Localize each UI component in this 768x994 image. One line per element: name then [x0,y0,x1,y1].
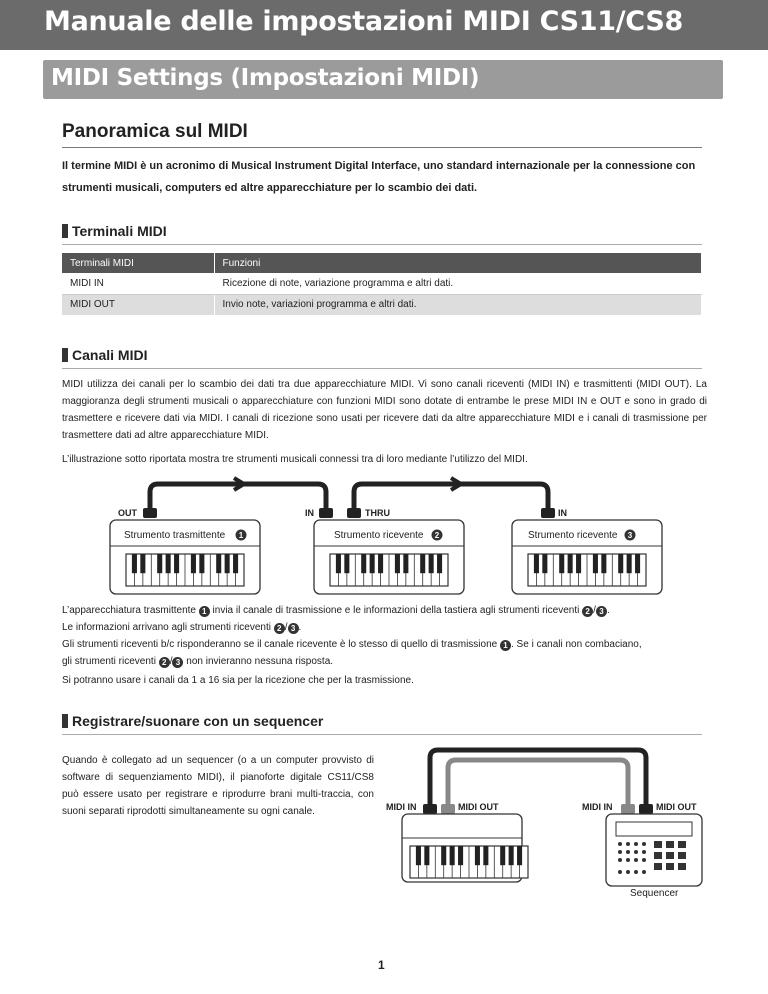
table-header-cell: Terminali MIDI [62,253,214,273]
sequencer-heading [62,713,323,729]
sequencer-paragraph: Quando è collegato ad un sequencer (o a un computer provvisto di software di sequenziamento MIDI), il pianoforte digitale CS11/CS8 può essere usato per registrare e riprodurre brani multi-traccia, con suoni separati riprodotti simultaneamente su ogni canale. [62,755,374,817]
port-label-in-1: IN [305,508,314,518]
digital-piano-illustration [402,814,528,882]
channels-paragraph-2: L’illustrazione sotto riportata mostra tre strumenti musicali connessi tra di loro mediante l’utilizzo del MIDI. [62,454,528,465]
table-cell: MIDI OUT [62,294,214,315]
sequencer-heading-text: Registrare/suonare con un sequencer [72,713,324,729]
midi-channels-diagram [0,470,768,600]
port-label-out: OUT [118,508,137,518]
text-span: non invieranno nessuna risposta. [186,656,334,667]
sequencer-caption: Sequencer [630,888,679,899]
text-span: . Se i canali non combaciano, [511,639,642,650]
sequencer-illustration [606,814,702,886]
terminals-heading [62,223,167,239]
piano-midi-out-label: MIDI OUT [458,802,499,812]
instrument-label: Strumento ricevente [528,530,618,541]
page-header-banner [0,0,768,50]
keyboard-icon [410,846,528,878]
number-badge: 1 [199,606,210,617]
table-cell: Ricezione di note, variazione programma e altri dati. [214,273,702,294]
instrument-receiver-3 [512,520,662,594]
terminals-rule [62,244,702,245]
text-span: invia il canale di trasmissione e le informazioni della tastiera agli strumenti riceventi [212,605,580,616]
instrument-number: 2 [434,531,440,540]
channels-heading [62,347,147,363]
sequencer-rule [62,734,702,735]
channels-paragraph-3: L’apparecchiatura trasmittente 1 invia il canale di trasmissione e le informazioni della tastiera agli strumenti riceventi 2 / 3 . Le informazioni arrivano agli strumenti riceventi 2 / 3 . Gli strumenti riceventi b/c risponderanno se il canale ricevente è lo stesso di quello di trasmissione 1 . Se i canali non combaciano, gli strumenti riceventi 2 / 3 non invieranno nessuna risposta. [62,605,642,667]
instrument-label: Strumento ricevente [334,530,424,541]
piano-midi-in-label: MIDI IN [386,802,417,812]
instrument-number: 1 [238,531,244,540]
table-header-row [62,253,702,273]
text-span: Gli strumenti riceventi b/c risponderanno se il canale ricevente è lo stesso di quello di trasmissione [62,639,498,650]
number-badge: 3 [596,606,607,617]
table-header-cell: Funzioni [214,253,702,273]
channels-heading-text: Canali MIDI [72,347,148,363]
section-banner-title: MIDI Settings (Impostazioni MIDI) [51,65,480,91]
table-row [62,294,702,315]
section-banner [43,60,723,99]
heading-marker [62,714,68,728]
channels-paragraph-1: MIDI utilizza dei canali per lo scambio dei dati tra due apparecchiature MIDI. Vi sono canali riceventi (MIDI IN) e trasmittenti (MIDI OUT). La maggioranza degli strumenti musicali o apparecchiature con funzioni MIDI sono dotate di entrambe le prese MIDI IN e OUT e sono in grado di trasmettere e ricevere dati via MIDI. I canali di ricezione sono usati per ricevere dati da altre apparecchiature MIDI e i canali di trasmissione per trasmettere dati ad altre apparecchiature MIDI. [62,379,707,441]
keyboard-icon [126,554,244,586]
number-badge: 3 [288,623,299,634]
number-badge: 2 [582,606,593,617]
channels-rule [62,368,702,369]
heading-marker [62,224,68,238]
overview-rule [62,147,702,148]
table-cell: MIDI IN [62,273,214,294]
text-span: gli strumenti riceventi [62,656,156,667]
table-row [62,273,702,294]
channels-paragraph-4: Si potranno usare i canali da 1 a 16 sia per la ricezione che per la trasmissione. [62,675,414,686]
text-span: Le informazioni arrivano agli strumenti riceventi [62,622,271,633]
text-span: L’apparecchiatura trasmittente [62,605,196,616]
page-number: 1 [378,958,385,972]
number-badge: 1 [500,640,511,651]
overview-title: Panoramica sul MIDI [62,121,248,142]
instrument-number: 3 [627,531,633,540]
terminals-heading-text: Terminali MIDI [72,223,167,239]
sequencer-midi-in-label: MIDI IN [582,802,613,812]
number-badge: 2 [159,657,170,668]
heading-marker [62,348,68,362]
instrument-transmitter [110,520,260,594]
overview-intro: Il termine MIDI è un acronimo di Musical Instrument Digital Interface, uno standard internazionale per la connessione con strumenti musicali, computers ed altre apparecchiature per lo scambio dei dati. [62,160,696,194]
table-cell: Invio note, variazioni programma e altri dati. [214,294,702,315]
sequencer-midi-out-label: MIDI OUT [656,802,697,812]
keyboard-icon [330,554,448,586]
port-label-in-2: IN [558,508,567,518]
keyboard-icon [528,554,646,586]
port-label-thru: THRU [365,508,390,518]
instrument-receiver-2 [314,520,464,594]
number-badge: 3 [172,657,183,668]
terminals-table [62,253,702,315]
instrument-label: Strumento trasmittente [124,530,226,541]
sequencer-diagram [380,742,710,892]
manual-title: Manuale delle impostazioni MIDI CS11/CS8 [44,6,683,37]
number-badge: 2 [274,623,285,634]
